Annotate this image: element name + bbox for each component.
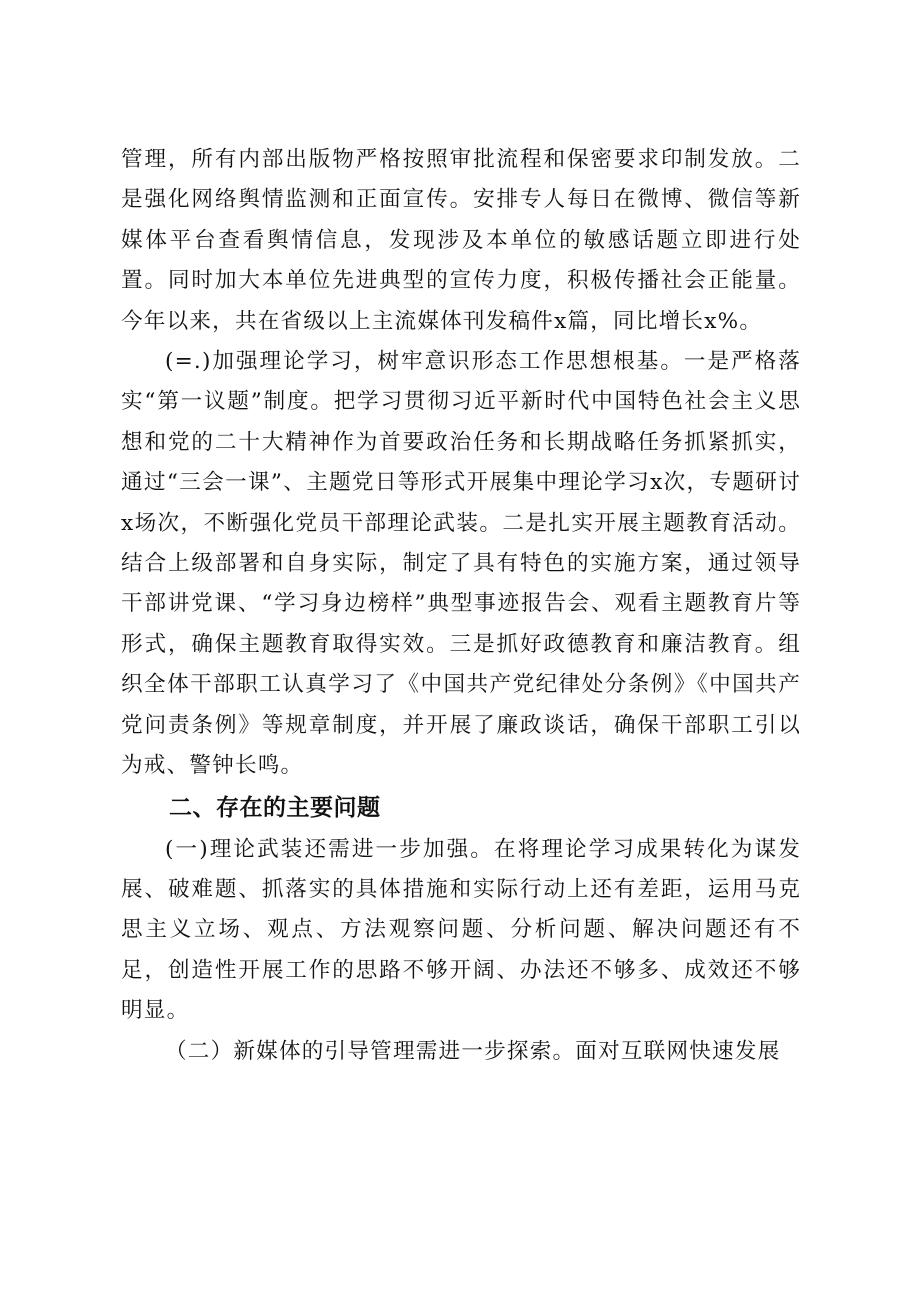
document-body xyxy=(121,140,801,1072)
section-heading-main-problems: 二、存在的主要问题 xyxy=(169,794,381,821)
paragraph-media-management: 管理，所有内部出版物严格按照审批流程和保密要求印制发放。二是强化网络舆情监测和正面宣传。安排专人每日在微博、微信等新媒体平台查看舆情信息，发现涉及本单位的敏感话题立即进行处置。同时加大本单位先进典型的宣传力度，积极传播社会正能量。今年以来，共在省级以上主流媒体刊发稿件x篇，同比增长x%。 xyxy=(121,147,801,334)
paragraph-issue-theory: (一)理论武装还需进一步加强。在将理论学习成果转化为谋发展、破难题、抓落实的具体措施和实际行动上还有差距，运用马克思主义立场、观点、方法观察问题、分析问题、解决问题还有不足，创造性开展工作的思路不够开阔、办法还不够多、成效还不够明显。 xyxy=(121,836,801,1024)
paragraph-issue-new-media: （二）新媒体的引导管理需进一步探索。面对互联网快速发展 xyxy=(165,1038,781,1064)
paragraph-theory-study: (=.)加强理论学习，树牢意识形态工作思想根基。一是严格落实“第一议题”制度。把学习贯彻习近平新时代中国特色社会主义思想和党的二十大精神作为首要政治任务和长期战略任务抓紧抓实，通过“三会一课”、主题党日等形式开展集中理论学习x次，专题研讨x场次，不断强化党员干部理论武装。二是扎实开展主题教育活动。结合上级部署和自身实际，制定了具有特色的实施方案，通过领导干部讲党课、“学习身边榜样”典型事迹报告会、观看主题教育片等形式，确保主题教育取得实效。三是抓好政德教育和廉洁教育。组织全体干部职工认真学习了《中国共产党纪律处分条例》《中国共产党问责条例》等规章制度，并开展了廉政谈话，确保干部职工引以为戒、警钟长鸣。 xyxy=(121,349,801,779)
